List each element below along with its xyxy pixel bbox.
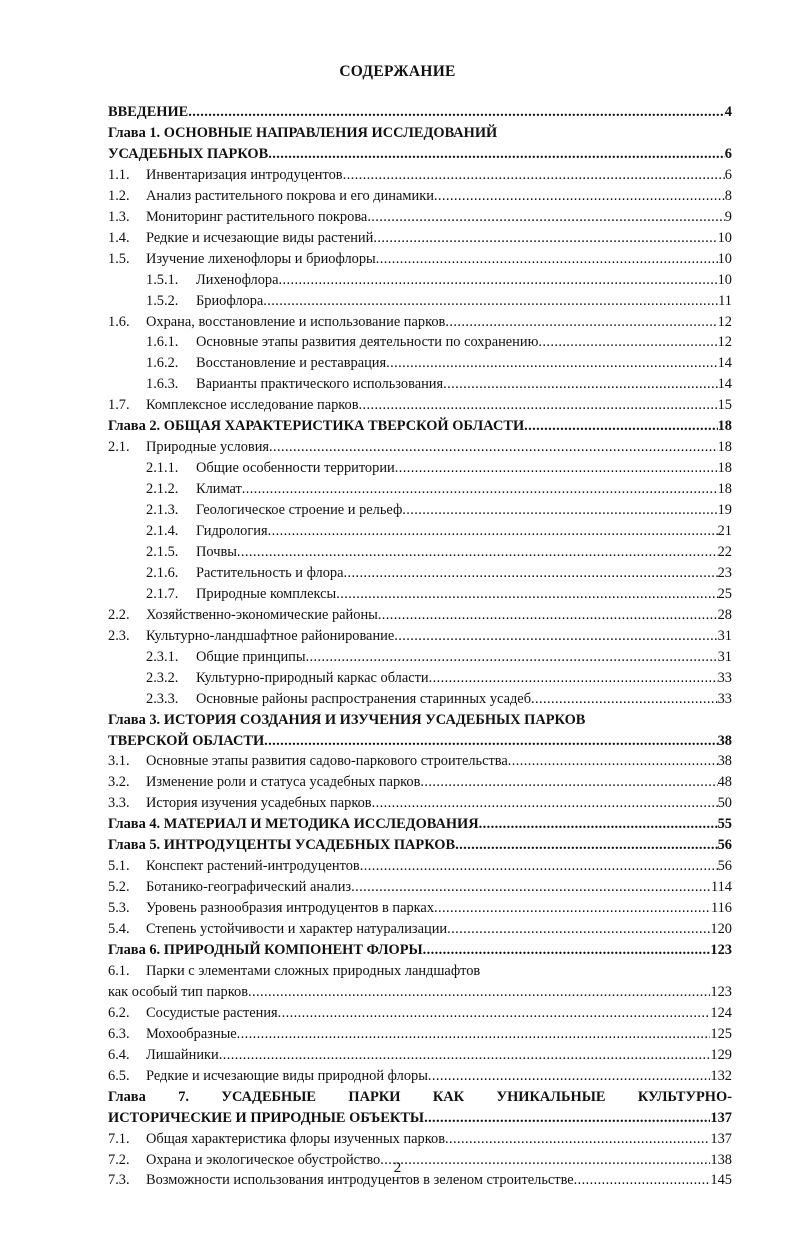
- dot-leader: [278, 1002, 711, 1024]
- toc-entry-title: Глава 3. ИСТОРИЯ СОЗДАНИЯ И ИЗУЧЕНИЯ УСАДЕБНЫХ ПАРКОВ: [108, 711, 586, 728]
- toc-entry-title: Природные условия: [146, 439, 270, 456]
- toc-entry-page: 31: [717, 627, 732, 644]
- toc-entry-title: Глава 4. МАТЕРИАЛ И МЕТОДИКА ИССЛЕДОВАНИЯ: [108, 816, 479, 833]
- toc-entry: [108, 248, 732, 270]
- toc-entry-title: Охрана и экологическое обустройство: [146, 1151, 381, 1168]
- toc-entry-number: 2.3.: [108, 627, 130, 644]
- dot-leader: [360, 855, 718, 877]
- toc-entry-page: 8: [724, 187, 732, 204]
- toc-entry: [108, 1023, 732, 1045]
- dot-leader: [306, 646, 718, 668]
- toc-entry-number: 1.6.: [108, 313, 130, 330]
- toc-entry-title: ТВЕРСКОЙ ОБЛАСТИ: [108, 732, 265, 749]
- toc-entry-title: Охрана, восстановление и использование парков: [146, 313, 446, 330]
- toc-entry-page: 10: [717, 271, 732, 288]
- toc-entry-title: Почвы: [196, 543, 237, 560]
- toc-entry-title: Варианты практического использования: [196, 376, 444, 393]
- toc-entry-page: 14: [717, 355, 732, 372]
- toc-entry: [108, 771, 732, 793]
- toc-entry: [108, 1086, 732, 1108]
- dot-leader: [423, 939, 711, 961]
- dot-leader: [268, 143, 725, 165]
- toc-entry-title: Глава 6. ПРИРОДНЫЙ КОМПОНЕНТ ФЛОРЫ: [108, 942, 423, 958]
- toc-entry: [108, 541, 732, 563]
- toc-entry: [108, 164, 732, 186]
- toc-entry-page: 18: [717, 481, 732, 498]
- toc-entry-page: 138: [710, 1151, 732, 1168]
- toc-entry-title: Бриофлора: [196, 292, 264, 309]
- toc-entry-title: УСАДЕБНЫХ ПАРКОВ: [108, 145, 269, 162]
- toc-entry-number: 3.1.: [108, 753, 130, 770]
- toc-entry-number: 5.3.: [108, 900, 130, 917]
- toc-entry: [108, 290, 732, 312]
- dot-leader: [395, 457, 718, 479]
- dot-leader: [351, 876, 711, 898]
- dot-leader: [524, 415, 717, 437]
- toc-entry-title: Редкие и исчезающие виды растений: [146, 229, 374, 246]
- toc-entry-number: 1.6.1.: [146, 334, 179, 351]
- toc-entry-number: 1.4.: [108, 229, 130, 246]
- toc-entry-number: 6.5.: [108, 1067, 130, 1084]
- toc-entry-number: 1.6.3.: [146, 376, 179, 393]
- toc-entry-title: ВВЕДЕНИЕ: [108, 104, 189, 120]
- toc-entry-title: Анализ растительного покрова и его динамики: [146, 187, 434, 204]
- dot-leader: [445, 311, 717, 333]
- toc-entry: [108, 834, 732, 856]
- dot-leader: [479, 813, 718, 835]
- toc-entry-page: 18: [717, 460, 732, 477]
- dot-leader: [359, 394, 718, 416]
- toc-entry-page: 14: [717, 376, 732, 393]
- toc-entry-title: Конспект растений-интродуцентов: [146, 858, 360, 875]
- toc-entry-title: Степень устойчивости и характер натурализации: [146, 921, 448, 938]
- toc-entry-page: 4: [724, 104, 732, 120]
- toc-entry: [108, 457, 732, 479]
- toc-entry-number: 6.1.: [108, 962, 130, 979]
- page-number: 2: [393, 1160, 402, 1176]
- toc-entry-title: Восстановление и реставрация: [196, 355, 387, 372]
- toc-entry: [108, 1107, 732, 1129]
- toc-entry: [108, 918, 732, 940]
- toc-entry-number: 6.4.: [108, 1046, 130, 1063]
- toc-entry-number: 1.6.2.: [146, 355, 179, 372]
- dot-leader: [434, 897, 711, 919]
- toc-entry-title: История изучения усадебных парков: [146, 795, 372, 812]
- toc-entry-title: Климат: [196, 481, 242, 498]
- toc-entry: [108, 331, 732, 353]
- toc-entry-page: 33: [717, 669, 732, 686]
- toc-entry: [108, 394, 732, 416]
- toc-entry-page: 12: [717, 334, 732, 351]
- dot-leader: [531, 688, 718, 710]
- toc-entry-page: 22: [717, 543, 732, 560]
- toc-entry-page: 23: [717, 564, 732, 581]
- dot-leader: [372, 792, 718, 814]
- toc-entry-title: Инвентаризация интродуцентов: [146, 166, 343, 183]
- toc-entry-page: 33: [717, 690, 732, 707]
- toc-entry: [108, 122, 732, 144]
- toc-entry-title: Общая характеристика флоры изученных парков: [146, 1130, 445, 1147]
- page-title: СОДЕРЖАНИЕ: [339, 63, 456, 80]
- toc-entry-title: Геологическое строение и рельеф: [196, 502, 403, 519]
- toc-entry-title: Глава 5. ИНТРОДУЦЕНТЫ УСАДЕБНЫХ ПАРКОВ: [108, 837, 456, 854]
- toc-entry: [108, 688, 732, 710]
- toc-entry: [108, 415, 732, 437]
- toc-entry-number: 5.2.: [108, 879, 130, 896]
- toc-entry-number: 1.5.: [108, 250, 130, 267]
- toc-entry-page: 123: [710, 983, 732, 1000]
- toc-entry-number: 1.1.: [108, 166, 130, 183]
- dot-leader: [424, 1107, 710, 1129]
- toc-entry: [108, 373, 732, 395]
- toc-entry-number: 5.4.: [108, 921, 130, 938]
- toc-entry-number: 5.1.: [108, 858, 130, 875]
- toc-entry-title: Культурно-природный каркас области: [196, 669, 429, 686]
- dot-leader: [263, 290, 718, 312]
- toc-entry-title: Растительность и флора: [196, 564, 344, 581]
- toc-entry: [108, 897, 732, 919]
- toc-entry-number: 3.3.: [108, 795, 130, 812]
- toc-entry-page: 116: [710, 900, 732, 917]
- toc-entry-page: 48: [717, 774, 732, 791]
- toc-entry-page: 124: [710, 1004, 732, 1021]
- toc-entry-page: 6: [724, 166, 732, 183]
- toc-entry: [108, 667, 732, 689]
- toc-entry-page: 21: [717, 523, 732, 539]
- toc-entry-title: Комплексное исследование парков: [146, 397, 359, 414]
- toc-entry-title: Культурно-ландшафтное районирование: [146, 627, 395, 644]
- toc-entry-title: Природные комплексы: [196, 585, 337, 602]
- toc-entry-title: Основные этапы развития садово-паркового строительства: [146, 753, 508, 770]
- dot-leader: [447, 918, 710, 940]
- toc-entry-page: 25: [717, 585, 732, 602]
- dot-leader: [420, 771, 717, 793]
- toc-entry: [108, 143, 732, 165]
- toc-entry: [108, 625, 732, 647]
- toc-entry-number: 7.2.: [108, 1151, 130, 1168]
- dot-leader: [402, 499, 717, 521]
- dot-leader: [428, 1065, 711, 1087]
- dot-leader: [376, 248, 718, 270]
- toc-entry: [108, 206, 732, 228]
- dot-leader: [279, 269, 718, 291]
- toc-entry-page: 132: [710, 1067, 732, 1084]
- dot-leader: [343, 164, 725, 186]
- toc-entry-number: 7.1.: [108, 1130, 130, 1147]
- toc-entry-number: 2.1.2.: [146, 481, 179, 498]
- dot-leader: [248, 981, 710, 1003]
- dot-leader: [242, 478, 718, 500]
- toc-entry-page: 50: [717, 795, 732, 812]
- toc-entry: [108, 876, 732, 898]
- dot-leader: [394, 625, 717, 647]
- toc-entry-number: 1.5.2.: [146, 292, 179, 309]
- toc-entry-number: 1.5.1.: [146, 271, 179, 288]
- toc-entry-page: 10: [717, 250, 732, 267]
- toc-entry-page: 114: [710, 879, 732, 896]
- toc-entry: [108, 185, 732, 207]
- toc-entry: [108, 792, 732, 814]
- dot-leader: [373, 227, 717, 249]
- toc-entry: [108, 1065, 732, 1087]
- toc-entry-page: 38: [717, 732, 732, 749]
- toc-entry-title: Хозяйственно-экономические районы: [146, 606, 378, 623]
- dot-leader: [434, 185, 725, 207]
- toc-entry: [108, 750, 732, 772]
- toc-entry: [108, 227, 732, 249]
- toc-entry-number: 1.2.: [108, 187, 130, 204]
- toc-entry: [108, 1002, 732, 1024]
- toc-entry-page: 137: [710, 1109, 732, 1126]
- toc-entry-title: Гидрология: [196, 523, 268, 539]
- toc-entry-title: Изменение роли и статуса усадебных парков: [146, 774, 421, 791]
- toc-entry: [108, 583, 732, 605]
- toc-entry: [108, 604, 732, 626]
- toc-entry-page: 123: [710, 942, 732, 958]
- toc-entry: [108, 520, 732, 542]
- toc-entry-title: Мониторинг растительного покрова: [146, 208, 368, 225]
- toc-entry-page: 9: [724, 208, 732, 225]
- toc-entry: [108, 1044, 732, 1066]
- toc-entry-title: Лишайники: [146, 1046, 219, 1063]
- toc-entry-title: Парки с элементами сложных природных ландшафтов: [146, 962, 481, 979]
- toc-entry-page: 6: [724, 145, 732, 162]
- toc-entry-title: Сосудистые растения: [146, 1004, 278, 1021]
- toc-entry-number: 2.1.4.: [146, 523, 179, 539]
- dot-leader: [538, 331, 717, 353]
- toc-entry-number: 2.3.1.: [146, 648, 179, 665]
- toc-entry: [108, 499, 732, 521]
- toc-entry-page: 129: [710, 1046, 732, 1063]
- toc-entry-number: 2.1.3.: [146, 502, 179, 519]
- toc-entry-number: 7.3.: [108, 1172, 130, 1189]
- toc-entry: [108, 709, 732, 731]
- toc-entry-page: 56: [717, 837, 732, 854]
- toc-entry-title: Редкие и исчезающие виды природной флоры: [146, 1067, 428, 1084]
- dot-leader: [269, 436, 718, 458]
- toc-entry-page: 19: [717, 502, 732, 519]
- dot-leader: [386, 352, 717, 374]
- toc-entry-page: 145: [710, 1172, 732, 1189]
- toc-entry-page: 56: [717, 858, 732, 875]
- toc-entry-title: Мохообразные: [146, 1025, 237, 1042]
- dot-leader: [443, 373, 717, 395]
- toc-entry: [108, 813, 732, 835]
- toc-entry-number: 6.2.: [108, 1004, 130, 1021]
- dot-leader: [264, 730, 717, 752]
- toc-entry: [108, 1128, 732, 1150]
- toc-entry-page: 28: [717, 606, 732, 623]
- toc-entry: [108, 960, 732, 982]
- toc-entry: [108, 939, 732, 961]
- toc-entry-page: 31: [717, 648, 732, 665]
- toc-entry-number: 3.2.: [108, 774, 130, 791]
- toc-entry-page: 15: [717, 397, 732, 414]
- dot-leader: [429, 667, 718, 689]
- toc-entry-number: 2.1.6.: [146, 564, 179, 581]
- toc-entry: [108, 981, 732, 1003]
- toc-entry-page: 18: [717, 418, 732, 435]
- toc-entry-number: 2.2.: [108, 606, 130, 623]
- toc-entry-page: 125: [710, 1025, 732, 1042]
- toc-entry-title: Основные районы распространения старинных усадеб: [196, 690, 532, 707]
- toc-entry-title: Изучение лихенофлоры и бриофлоры: [146, 250, 376, 267]
- dot-leader: [268, 520, 718, 542]
- toc-entry-page: 11: [718, 292, 732, 309]
- toc-entry-title: как особый тип парков: [108, 983, 248, 1000]
- toc-entry-title: Основные этапы развития деятельности по сохранению: [196, 334, 539, 351]
- dot-leader: [508, 750, 718, 772]
- toc-entry-title: Глава 1. ОСНОВНЫЕ НАПРАВЛЕНИЯ ИССЛЕДОВАНИЙ: [108, 124, 498, 141]
- toc-entry-page: 120: [710, 921, 732, 938]
- toc-entry-page: 137: [710, 1130, 732, 1147]
- toc-entry-page: 12: [717, 313, 732, 330]
- toc-entry-page: 18: [717, 439, 732, 456]
- toc-entry: [108, 436, 732, 458]
- dot-leader: [344, 562, 718, 584]
- toc-entry-title: Глава 7. УСАДЕБНЫЕ ПАРКИ КАК УНИКАЛЬНЫЕ КУЛЬТУРНО-: [108, 1088, 732, 1105]
- toc-entry-number: 2.1.5.: [146, 543, 179, 560]
- toc-entry-title: Общие особенности территории: [196, 460, 395, 477]
- dot-leader: [378, 604, 718, 626]
- dot-leader: [445, 1128, 710, 1150]
- toc-entry-title: Глава 2. ОБЩАЯ ХАРАКТЕРИСТИКА ТВЕРСКОЙ ОБЛАСТИ: [108, 418, 525, 435]
- toc-entry: [108, 646, 732, 668]
- toc-entry-title: Лихенофлора: [196, 271, 279, 288]
- toc-entry: [108, 562, 732, 584]
- toc-entry-page: 10: [717, 229, 732, 246]
- dot-leader: [237, 1023, 711, 1045]
- toc-entry: [108, 478, 732, 500]
- toc-entry-title: ИСТОРИЧЕСКИЕ И ПРИРОДНЫЕ ОБЪЕКТЫ: [108, 1109, 425, 1126]
- toc-entry-number: 2.1.1.: [146, 460, 179, 477]
- dot-leader: [219, 1044, 711, 1066]
- dot-leader: [237, 541, 718, 563]
- toc-entry-page: 38: [717, 753, 732, 770]
- dot-leader: [336, 583, 717, 605]
- toc-entry: [108, 352, 732, 374]
- toc-entry-number: 1.3.: [108, 208, 130, 225]
- dot-leader: [455, 834, 718, 856]
- toc-entry-title: Общие принципы: [196, 648, 306, 665]
- toc-entry: [108, 269, 732, 291]
- toc-entry-number: 2.3.2.: [146, 669, 179, 686]
- toc-entry-number: 6.3.: [108, 1025, 130, 1042]
- toc-entry: [108, 730, 732, 752]
- toc-entry-title: Возможности использования интродуцентов в зеленом строительстве: [146, 1172, 574, 1189]
- toc-entry: [108, 855, 732, 877]
- toc-entry-number: 2.3.3.: [146, 690, 179, 707]
- toc-entry-title: Уровень разнообразия интродуцентов в парках: [146, 900, 435, 917]
- dot-leader: [367, 206, 724, 228]
- toc-entry-title: Ботанико-географический анализ: [146, 879, 352, 896]
- toc-entry-number: 2.1.7.: [146, 585, 179, 602]
- toc-entry: [108, 311, 732, 333]
- toc-entry-number: 1.7.: [108, 397, 130, 414]
- dot-leader: [188, 101, 725, 123]
- toc-entry-number: 2.1.: [108, 439, 130, 456]
- toc-entry-page: 55: [717, 816, 732, 833]
- toc-entry: [108, 101, 732, 123]
